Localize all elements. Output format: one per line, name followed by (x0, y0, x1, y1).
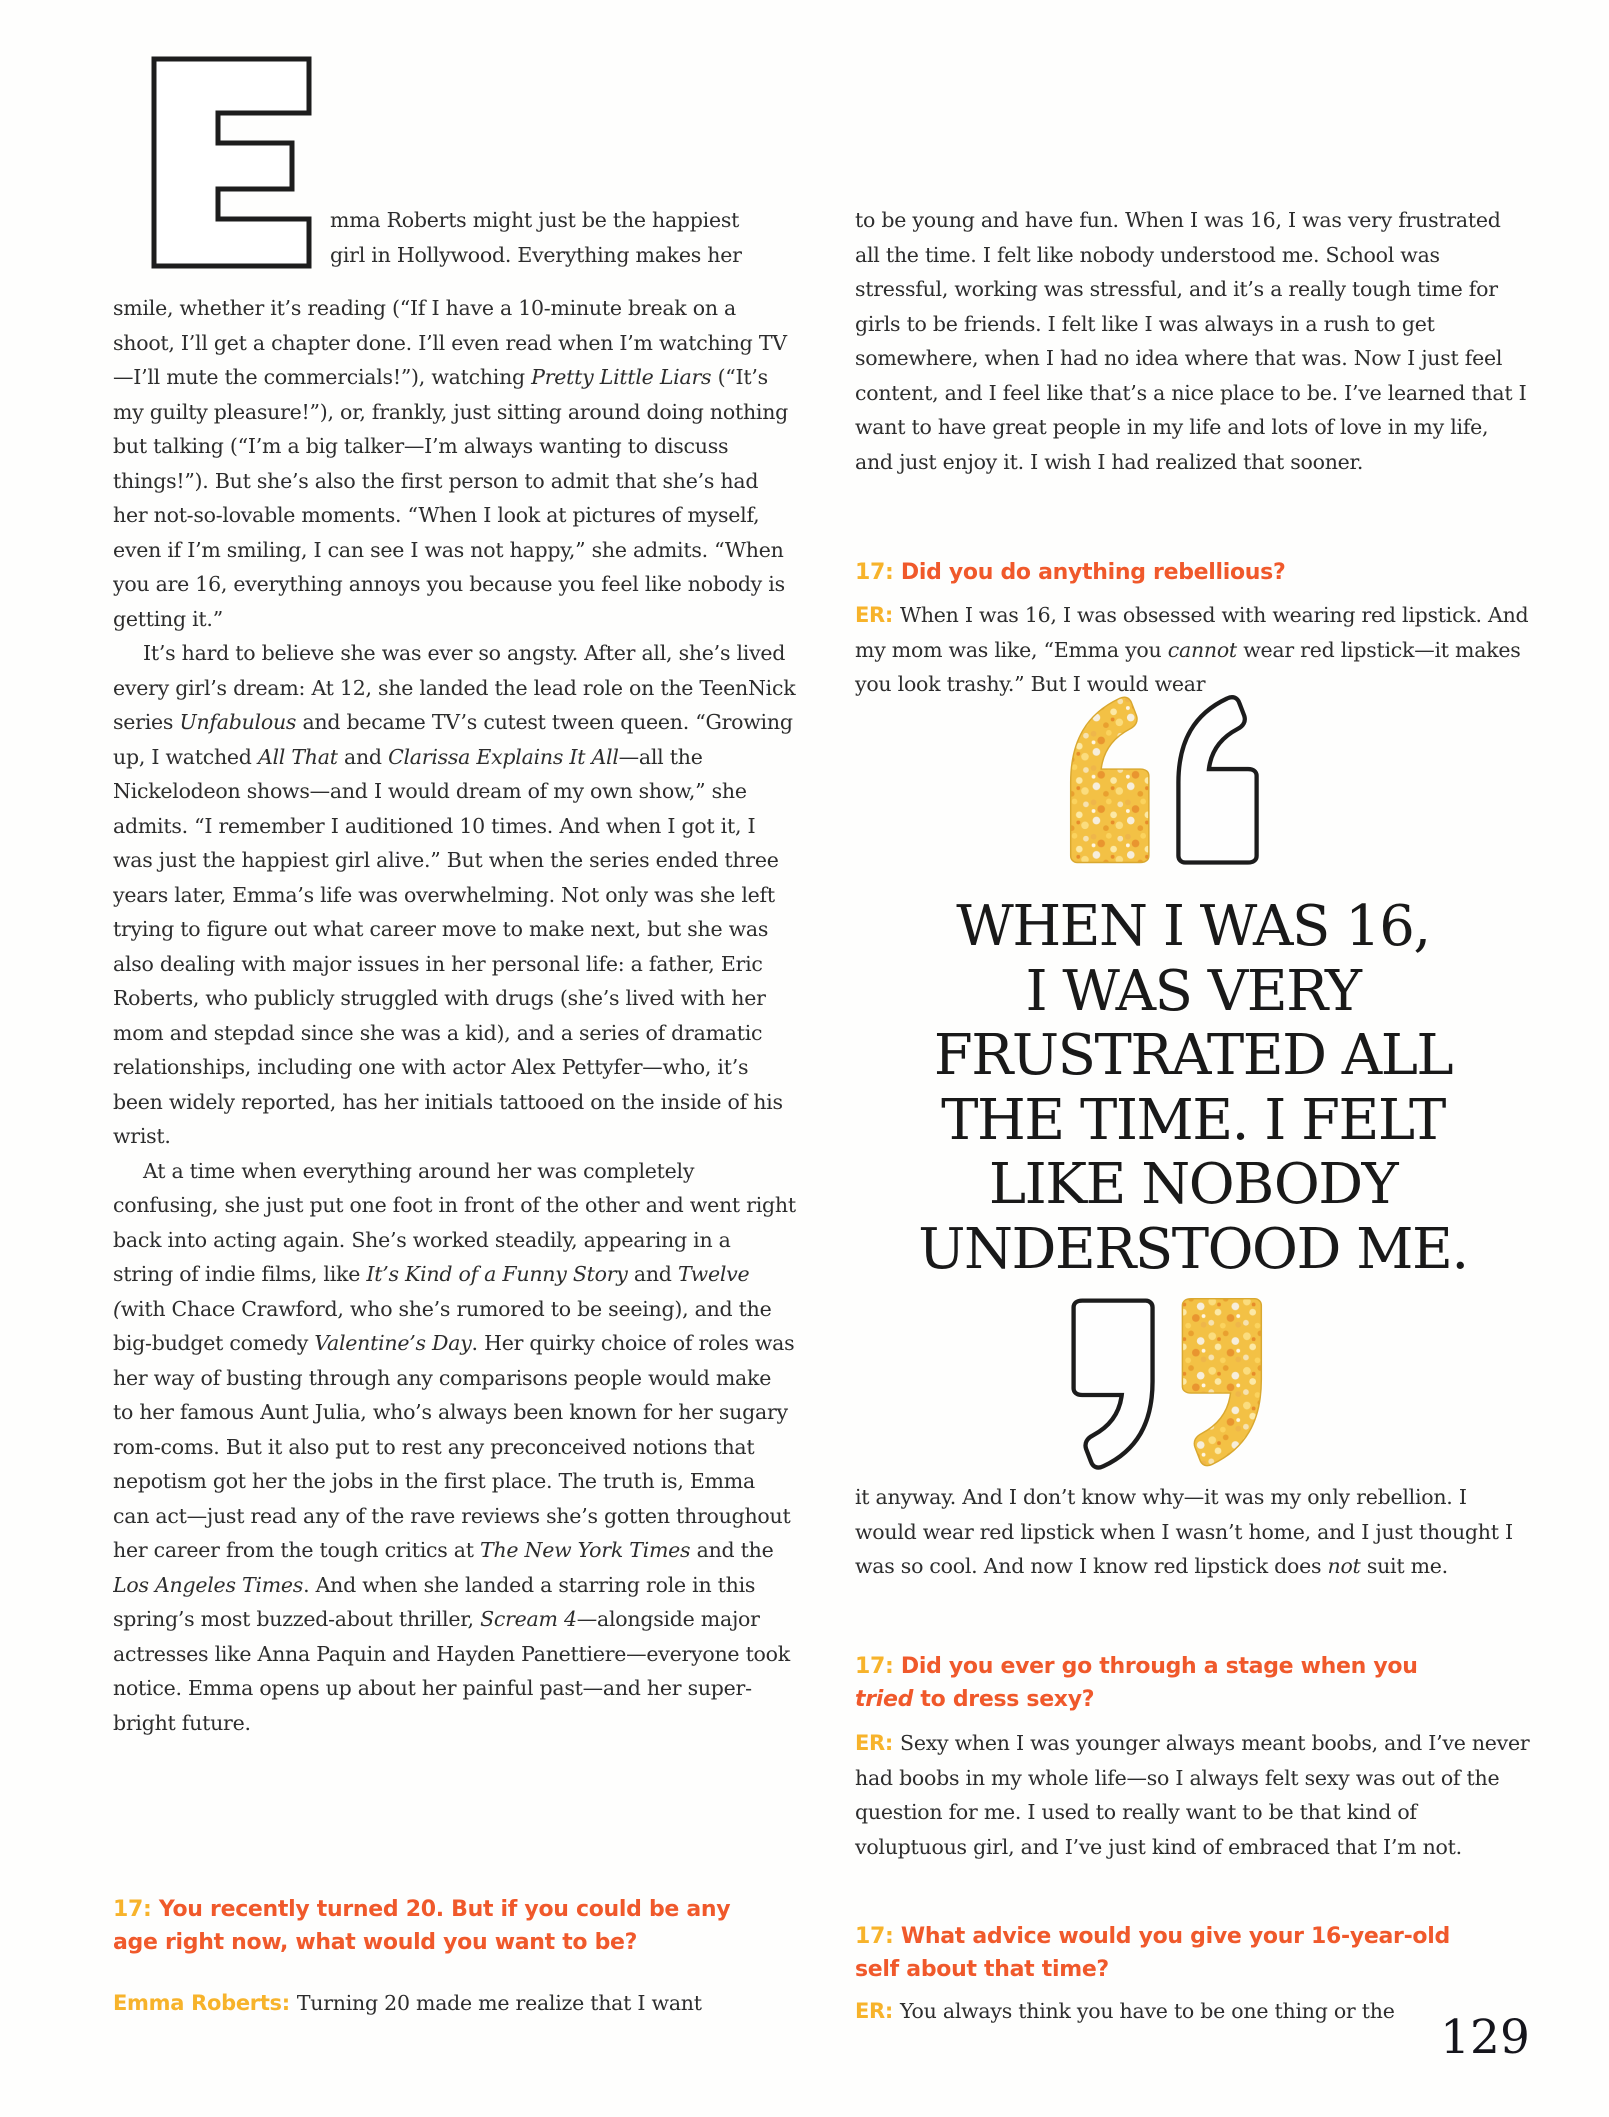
opening-quotes-icon (1064, 693, 1269, 868)
answer-advice-start: ER: You always think you have to be one thing or the (855, 1999, 1395, 2023)
answer-turned-20-start: Emma Roberts: Turning 20 made me realize that I want (113, 1991, 702, 2015)
answer-rebellious-start: ER: When I was 16, I was obsessed with wearing red lipstick. And my mom was like, “Emma you cannot wear red lipstick—it makes you look trashy.” But I would wear (855, 603, 1529, 696)
pull-quote: WHEN I WAS 16, I WAS VERY FRUSTRATED ALL THE TIME. I FELT LIKE NOBODY UNDERSTOOD ME. (918, 894, 1468, 1282)
question-rebellious: 17: Did you do anything rebellious? (855, 560, 1286, 585)
question-dress-sexy: 17: Did you ever go through a stage when you tried to dress sexy? (855, 1654, 1418, 1712)
lead-paragraph-rest: smile, whether it’s reading (“If I have a 10-minute break on a shoot, I’ll get a chapter done. I’ll even read when I’m watching TV—I’ll mute the commercials!”), watching Pretty Little Liars (“It’s my guilty pleasure!”), or, frankly, just sitting around doing nothing but talking (“I’m a big talker—I’m always wanting to discuss things!”). But she’s also the first person to admit that she’s had her not-so-lovable moments. “When I look at pictures of myself, even if I’m smiling, I can see I was not happy,” she admits. “When you are 16, everything annoys you because you feel like nobody is getting it.” (113, 296, 789, 631)
closing-quotes-icon (1063, 1293, 1270, 1470)
answer-turned-20-continued: to be young and have fun. When I was 16, I was very frustrated all the time. I felt like nobody understood me. School was stressful, working was stressful, and it’s a really tough time for girls to be friends. I felt like I was always in a rush to get somewhere, when I had no idea where that was. Now I just feel content, and I feel like that’s a nice place to be. I’ve learned that I want to have great people in my life and lots of love in my life, and just enjoy it. I wish I had realized that sooner. (855, 208, 1527, 474)
lead-paragraph-start: mma Roberts might just be the happiest girl in Hollywood. Everything makes her (330, 208, 742, 267)
drop-cap-e (150, 55, 313, 270)
paragraph-career: It’s hard to believe she was ever so angsty. After all, she’s lived every girl’s dream: At 12, she landed the lead role on the TeenNick series Unfabulous and became TV’s cutest tween queen. “Growing up, I watched All That and Clarissa Explains It All—all the Nickelodeon shows—and I would dream of my own show,” she admits. “I remember I auditioned 10 times. And when I got it, I was just the happiest girl alive.” But when the series ended three years later, Emma’s life was overwhelming. Not only was she left trying to figure out what career move to make next, but she was also dealing with major issues in her personal life: a father, Eric Roberts, who publicly struggled with drugs (she’s lived with her mom and stepdad since she was a kid), and a series of dramatic relationships, including one with actor Alex Pettyfer—who, it’s been widely reported, has her initials tattooed on the inside of his wrist. (113, 641, 796, 1148)
answer-rebellious-continued: it anyway. And I don’t know why—it was my only rebellion. I would wear red lipstick when I wasn’t home, and I just thought I was so cool. And now I know red lipstick does not suit me. (855, 1485, 1513, 1578)
question-turned-20: 17: You recently turned 20. But if you could be any age right now, what would you want to be? (113, 1897, 731, 1955)
paragraph-comeback: At a time when everything around her was completely confusing, she just put one foot in front of the other and went right back into acting again. She’s worked steadily, appearing in a string of indie films, like It’s Kind of a Funny Story and Twelve (with Chace Crawford, who she’s rumored to be seeing), and the big-budget comedy Valentine’s Day. Her quirky choice of roles was her way of busting through any comparisons people would make to her famous Aunt Julia, who’s always been known for her sugary rom-coms. But it also put to rest any preconceived notions that nepotism got her the jobs in the first place. The truth is, Emma can act—just read any of the rave reviews she’s gotten throughout her career from the tough critics at The New York Times and the Los Angeles Times. And when she landed a starring role in this spring’s most buzzed-about thriller, Scream 4—alongside major actresses like Anna Paquin and Hayden Panettiere—everyone took notice. Emma opens up about her painful past—and her super-bright future. (113, 1158, 796, 1735)
left-column (113, 291, 796, 1891)
question-advice: 17: What advice would you give your 16-year-old self about that time? (855, 1924, 1450, 1982)
answer-dress-sexy: ER: Sexy when I was younger always meant boobs, and I’ve never had boobs in my whole life—so I always felt sexy was out of the question for me. I used to really want to be that kind of voluptuous girl, and I’ve just kind of embraced that I’m not. (855, 1731, 1530, 1859)
page-number: 129 (1440, 2010, 1530, 2065)
